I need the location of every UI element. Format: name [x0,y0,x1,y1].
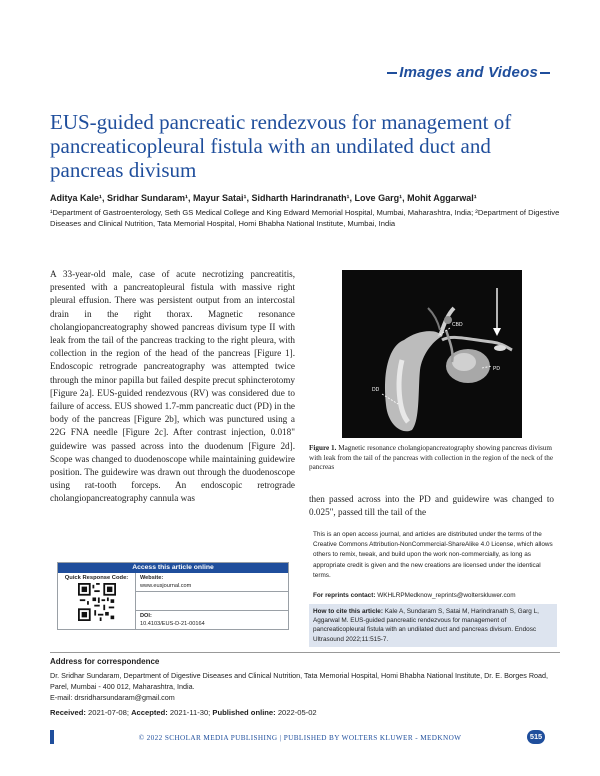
page-number-badge: 515 [527,730,545,744]
doi-label: DOI: [140,613,152,619]
qr-label: Quick Response Code: [64,575,129,581]
doi-link[interactable]: 10.4103/EUS-D-21-00164 [140,620,205,627]
header-rule-left [387,72,397,74]
header-rule-right [540,72,550,74]
figure-caption [309,444,557,473]
correspondence-title: Address for correspondence [50,657,160,666]
qr-code-icon[interactable] [78,583,116,621]
body-text-right: then passed across into the PD and guidewire was changed to 0.025", passed till the tail of the [309,494,554,518]
cite-label: How to cite this article: [313,608,383,615]
received-label: Received: [50,708,86,717]
mrcp-figure [342,270,522,438]
website-label: Website: [140,575,164,581]
spacer-row [136,592,288,611]
cite-text: Kale A, Sundaram S, Satai M, Harindranath S, Garg L, Aggarwal M. EUS-guided pancreatic rendezvous for management of pancreaticopleural fistula with an undilated duct and pancreas divisum. Endosc Ultrasound 2022;11:515-7. [313,608,539,643]
affiliations: ¹Department of Gastroenterology, Seth GS Medical College and King Edward Memorial Hospital, Mumbai, Maharashtra, India; ²Department of Digestive Diseases and Clinical Nutrition, Tata Memorial Hospital, Homi Bhabha National Institute, Mumbai, India [50,208,560,228]
reprints-email[interactable]: WKHLRPMedknow_reprints@wolterskluwer.com [375,592,516,599]
figure-label-cbd: CBD [452,322,463,328]
open-access-notice: This is an open access journal, and articles are distributed under the terms of the Creative Commons Attribution-NonCommercial-ShareAlike 4.0 License, which allows others to remix, tweak, and build upon the work non-commercially, as long as appropriate credit is given and the new creations are licensed under the identical terms. [313,531,553,579]
access-online-box [57,562,289,630]
how-to-cite-box [309,604,557,647]
author-list: Aditya Kale¹, Sridhar Sundaram¹, Mayur Satai¹, Sidharth Harindranath¹, Love Garg¹, Mohit Aggarwal¹ [50,193,477,203]
doi-row [136,611,288,630]
correspondence-body [50,670,560,703]
published-label: Published online: [212,708,276,717]
figure-label-pd: PD [493,366,500,372]
figure-caption-text: Magnetic resonance cholangiopancreatography showing pancreas divisum with leak from the tail of the pancreas with collection in the region of the neck of the pancreas [309,444,554,472]
section-header [387,64,550,81]
section-title: Images and Videos [399,64,538,81]
accepted-label: Accepted: [131,708,168,717]
qr-column [58,573,136,630]
article-title: EUS-guided pancreatic rendezvous for management of pancreaticopleural fistula with an undilated duct and pancreas divisum [50,110,512,182]
published-date: 2022-05-02 [275,708,317,717]
accepted-date: 2021-11-30; [167,708,213,717]
correspondence-divider [50,652,560,653]
received-date: 2021-07-08; [85,708,132,717]
publication-dates [50,708,317,717]
website-row [136,573,288,592]
website-link[interactable]: www.eusjournal.com [140,582,192,589]
correspondence-email[interactable]: E-mail: drsridharsundaram@gmail.com [50,693,175,702]
page-footer: © 2022 SCHOLAR MEDIA PUBLISHING | PUBLISHED BY WOLTERS KLUWER - MEDKNOW [138,734,462,742]
figure-label-dd: DD [372,387,380,393]
figure-caption-label: Figure 1. [309,444,337,452]
mrcp-image [342,270,522,438]
body-text-left: A 33-year-old male, case of acute necrotizing pancreatitis, presented with a pancreatopleural fistula with massive right pleural effusion. There was persistent output from an intercostal drain in the right thorax. Magnetic resonance cholangiopancreatography showed pancreas divisum type II with leak from the tail of the pancreas tracking to the right pleura, with collection in the region of the head of the pancreas [Figure 1]. Endoscopic retrograde pancreatography was attempted twice through the minor papilla but failed despite precut sphincterotomy [Figure 2a]. EUS-guided rendezvous (RV) was considered due to failure of access. EUS showed 1.7-mm pancreatic duct (PD) in the body of the pancreas [Figure 2b], which was punctured using a 22G FNA needle [Figure 2c]. After contrast injection, 0.018" guidewire was passed across into the duodenum [Figure 2d]. Scope was changed to duodenoscope while maintaining guidewire position. The guidewire was drawn out through the duodenoscope using rat-tooth forceps. An endoscopic retrograde cholangiopancreatography cannula was [50,269,295,504]
correspondence-address: Dr. Sridhar Sundaram, Department of Digestive Diseases and Clinical Nutrition, Tata Memorial Hospital, Homi Bhabha National Institute, Dr. E. Borges Road, Parel, Mumbai - 400 012, Maharashtra, India. [50,671,549,691]
reprints-label: For reprints contact: [313,592,376,599]
reprints-contact [313,592,516,599]
access-box-header: Access this article online [58,563,288,573]
